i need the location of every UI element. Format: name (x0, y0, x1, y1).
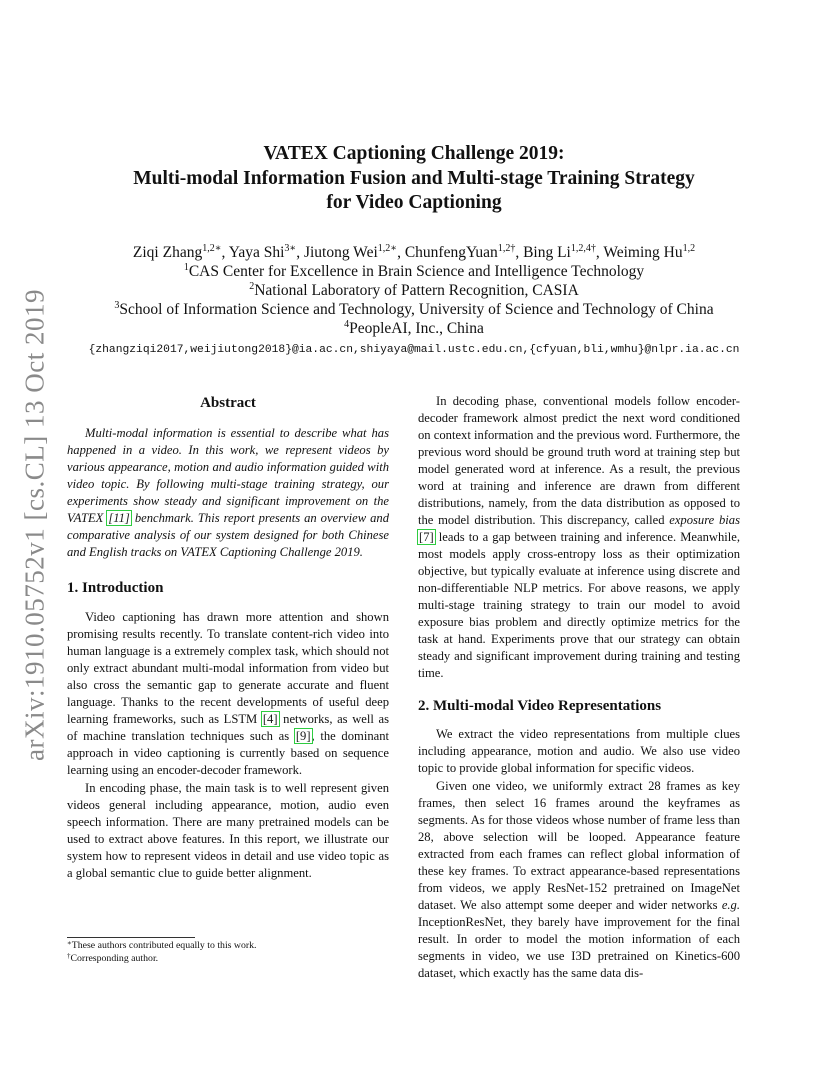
footnote: †Corresponding author. (67, 952, 159, 964)
author-name: Weiming Hu (603, 244, 683, 261)
author-sup: 1,2∗ (202, 243, 222, 254)
citation-link[interactable]: [11] (108, 511, 130, 525)
paper-title (60, 142, 768, 216)
author-sup: 3∗ (284, 243, 297, 254)
arxiv-stamp: arXiv:1910.05752v1 [cs.CL] 13 Oct 2019 (19, 289, 50, 761)
affiliation: $^4$PeopleAI, Inc., China (344, 319, 484, 337)
author-name: Jiutong Wei (303, 244, 378, 261)
author-name: Yaya Shi (228, 244, 285, 261)
footnote: ∗These authors contributed equally to this work. (67, 939, 257, 951)
affiliation: $^2$National Laboratory of Pattern Recognition, CASIA (249, 281, 579, 299)
footnote-rule (67, 937, 195, 938)
author-sup: 1,2 (682, 243, 696, 254)
citation-link[interactable]: [9] (295, 729, 311, 743)
right-column (418, 393, 740, 982)
author-block (60, 243, 768, 360)
paragraph: We extract the video representations from multiple clues including appearance, motion and audio. We also use video topic to provide global information for specific videos. (418, 727, 740, 775)
abstract-heading: Abstract (200, 395, 256, 411)
section-heading-introduction: 1. Introduction (67, 580, 164, 596)
left-column (67, 393, 389, 882)
author-sup: 1,2† (497, 243, 516, 254)
paragraph: In decoding phase, conventional models follow encoder-decoder framework almost predict the next word conditioned on context information and the previous word. Furthermore, the previous word should be ground truth word at training step but model generated word at inference. As a result, the previous word at training and inference are drawn from different distributions, namely, from the data distribution as opposed to the model distribution. This discrepancy, called exposure bias [7] leads to a gap between training and inference. Meanwhile, most models apply cross-entropy loss as their optimization objective, but typically evaluate at inference using discrete and non-differentiable NLP metrics. For above reasons, we apply multi-stage training strategy to train our model to avoid exposure bias problem and directly optimize metrics for the task at hand. Experiments prove that our strategy can obtain steady and significant improvement during training and testing time. (418, 394, 740, 680)
author-name: Bing Li (523, 244, 571, 261)
citation-link[interactable]: [7] (419, 530, 434, 544)
section-heading-representations: 2. Multi-modal Video Representations (418, 698, 662, 714)
paragraph: In encoding phase, the main task is to well represent given videos general including appearance, motion, audio even speech information. There are many pretrained models can be used to extract above features. In this report, we illustrate our system how to represent videos in detail and use video topic as a global semantic clue to guide better alignment. (67, 781, 389, 880)
title-line: VATEX Captioning Challenge 2019: (263, 143, 565, 164)
author-sup: 1,2,4† (570, 243, 596, 254)
author-name: Ziqi Zhang (132, 244, 203, 261)
citation-link[interactable]: [4] (262, 712, 278, 726)
paragraph: Given one video, we uniformly extract 28 frames as key frames, then select 16 frames around the keyframes as segments. As for those videos whose number of frame less than 28, above selection will be looped. Appearance feature extracted from each frames can reflect global information of these key frames. To extract appearance-based representations from videos, we apply ResNet-152 pretrained on ImageNet dataset. We also attempt some deeper and wider networks e.g. InceptionResNet, they barely have improvement for the final result. In order to model the motion information of each segments in video, we use I3D pretrained on Kinetics-600 dataset, which exactly has the same data dis- (418, 779, 740, 980)
paragraph: Video captioning has drawn more attention and shown promising results recently. To translate content-rich video into human language is a extremely complex task, which should not only extract abundant multi-modal information from video but also cross the semantic gap to generate accurate and fluent language. Thanks to the recent developments of useful deep learning frameworks, such as LSTM [4] networks, as well as of machine translation techniques such as [9], the dominant approach in video captioning is currently based on sequence learning using an encoder-decoder framework. (67, 610, 390, 777)
title-line: for Video Captioning (326, 192, 502, 213)
affiliation: $^3$School of Information Science and Technology, University of Science and Technology of China (114, 300, 714, 318)
affiliation: $^1$CAS Center for Excellence in Brain Science and Intelligence Technology (183, 262, 645, 280)
author-emails: {zhangziqi2017,weijiutong2018}@ia.ac.cn,shiyaya@mail.ustc.edu.cn,{cfyuan,bli,wmhu}@nlpr.ia.ac.cn (88, 344, 740, 356)
title-line: Multi-modal Information Fusion and Multi-stage Training Strategy (133, 167, 695, 189)
author-sup: 1,2∗ (377, 243, 398, 254)
author-name: ChunfengYuan (404, 244, 498, 261)
author-list: Ziqi Zhang$^{1,2∗}$, Yaya Shi$^{3∗}$, Jiutong Wei$^{1,2∗}$, ChunfengYuan$^{1,2\dagger}$, Bing $Li^{1,2,4\dagger}$, Weiming Hu$^{1,2}$ (132, 243, 696, 261)
abstract-text: Multi-modal information is essential to describe what has happened in a video. In this work, we represent videos by various appearance, motion and audio information guided with video topic. By following multi-stage training strategy, our experiments show steady and significant improvement on the VATEX [11] benchmark. This report presents an overview and comparative analysis of our system designed for both Chinese and English tracks on VATEX Captioning Challenge 2019. (67, 426, 389, 559)
